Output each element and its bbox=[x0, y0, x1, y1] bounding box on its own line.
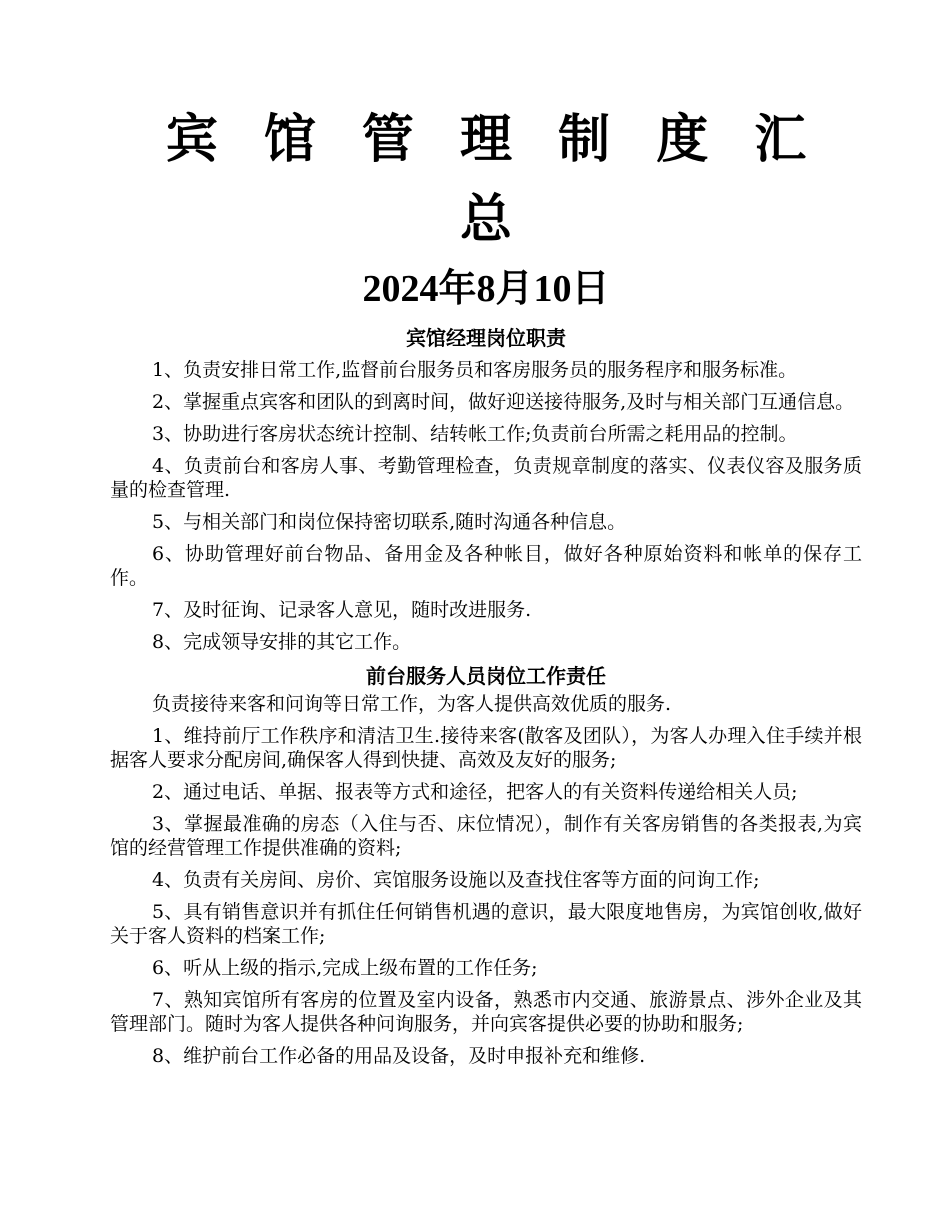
list-item: 7、熟知宾馆所有客房的位置及室内设备，熟悉市内交通、旅游景点、涉外企业及其管理部门。随时为客人提供各种问询服务，并向宾客提供必要的协助和服务; bbox=[110, 989, 862, 1035]
list-item: 3、掌握最准确的房态（入住与否、床位情况），制作有关客房销售的各类报表,为宾馆的经营管理工作提供准确的资料; bbox=[110, 813, 862, 859]
document-page bbox=[110, 100, 862, 1076]
section-heading: 宾馆经理岗位职责 bbox=[406, 326, 566, 350]
section-intro: 负责接待来客和问询等日常工作，为客人提供高效优质的服务. bbox=[152, 693, 672, 715]
list-item: 6、协助管理好前台物品、备用金及各种帐目，做好各种原始资料和帐单的保存工作。 bbox=[110, 543, 862, 589]
section-front-desk-duties bbox=[110, 662, 862, 1068]
list-item: 6、听从上级的指示,完成上级布置的工作任务; bbox=[152, 957, 538, 979]
section-heading: 前台服务人员岗位工作责任 bbox=[366, 664, 606, 688]
list-item: 7、及时征询、记录客人意见，随时改进服务. bbox=[152, 599, 532, 621]
list-item: 4、负责有关房间、房价、宾馆服务设施以及查找住客等方面的问询工作; bbox=[152, 869, 760, 891]
list-item: 1、维持前厅工作秩序和清洁卫生.接待来客(散客及团队），为客人办理入住手续并根据客人要求分配房间,确保客人得到快捷、高效及友好的服务; bbox=[110, 725, 862, 771]
list-item: 4、负责前台和客房人事、考勤管理检查，负责规章制度的落实、仪表仪容及服务质量的检查管理. bbox=[110, 455, 862, 501]
list-item: 2、通过电话、单据、报表等方式和途径，把客人的有关资料传递给相关人员; bbox=[152, 781, 798, 803]
list-item: 1、负责安排日常工作,监督前台服务员和客房服务员的服务程序和服务标准。 bbox=[152, 359, 798, 381]
list-item: 2、掌握重点宾客和团队的到离时间，做好迎送接待服务,及时与相关部门互通信息。 bbox=[152, 391, 855, 413]
list-item: 5、具有销售意识并有抓住任何销售机遇的意识，最大限度地售房，为宾馆创收,做好关于客人资料的档案工作; bbox=[110, 901, 862, 947]
list-item: 5、与相关部门和岗位保持密切联系,随时沟通各种信息。 bbox=[152, 511, 627, 533]
section-manager-duties bbox=[110, 324, 862, 654]
list-item: 8、维护前台工作必备的用品及设备，及时申报补充和维修. bbox=[152, 1045, 646, 1067]
document-title: 宾 馆 管 理 制 度 汇 总 bbox=[165, 109, 821, 250]
list-item: 3、协助进行客房状态统计控制、结转帐工作;负责前台所需之耗用品的控制。 bbox=[152, 423, 798, 445]
list-item: 8、完成领导安排的其它工作。 bbox=[152, 631, 412, 653]
document-date: 2024年8月10日 bbox=[362, 268, 610, 310]
